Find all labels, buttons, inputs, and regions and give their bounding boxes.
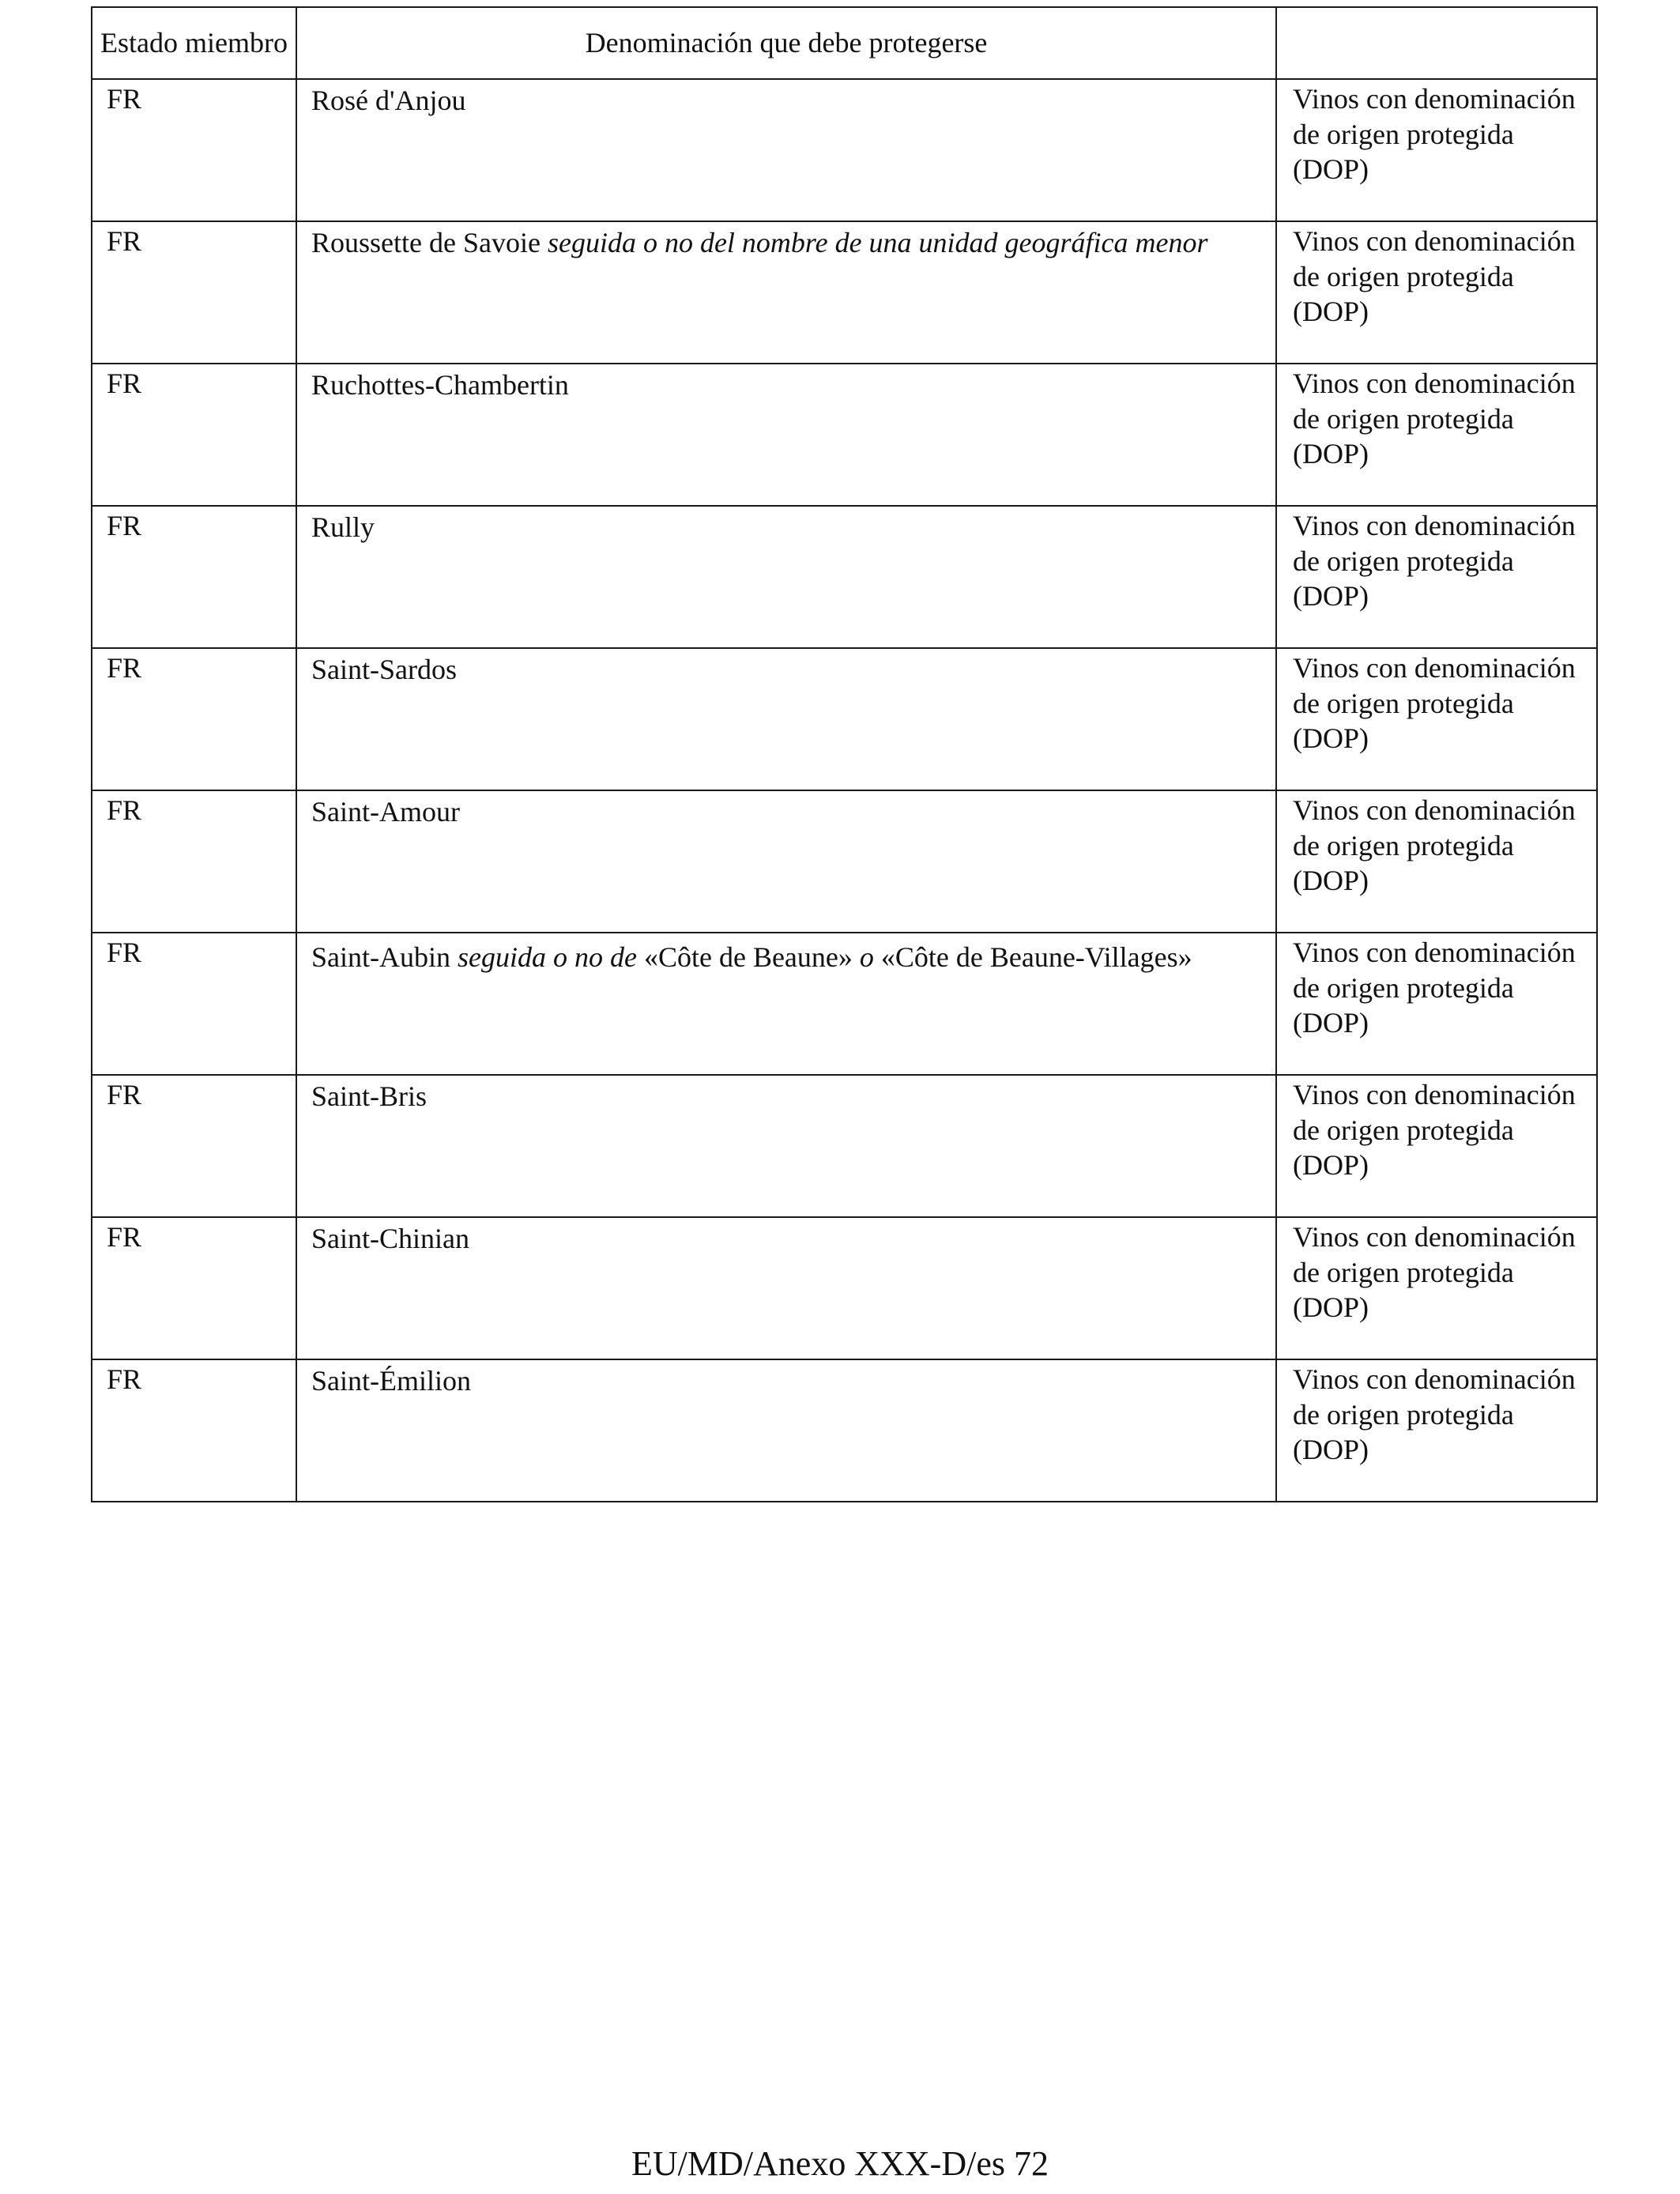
header-category xyxy=(1276,7,1597,79)
denomination-cell xyxy=(296,1359,1276,1502)
category-cell: Vinos con denominación de origen protegida (DOP) xyxy=(1276,790,1597,933)
header-member-state: Estado miembro xyxy=(92,7,296,79)
member-state-cell: FR xyxy=(92,648,296,790)
member-state-cell: FR xyxy=(92,933,296,1075)
denomination-cell xyxy=(296,364,1276,506)
denomination-name: Saint-Sardos xyxy=(311,654,457,685)
denomination-name: Rully xyxy=(311,511,375,543)
denomination-cell xyxy=(296,1217,1276,1359)
denomination-name: Saint-Bris xyxy=(311,1080,428,1112)
category-cell: Vinos con denominación de origen protegida (DOP) xyxy=(1276,648,1597,790)
denomination-name: Rosé d'Anjou xyxy=(311,85,466,116)
table-row xyxy=(92,1217,1597,1359)
denomination-cell xyxy=(296,648,1276,790)
denomination-qualifier: seguida o no de xyxy=(458,941,637,973)
denomination-name: Ruchottes-Chambertin xyxy=(311,369,569,401)
denomination-option: «Côte de Beaune-Villages» xyxy=(880,941,1192,973)
category-cell: Vinos con denominación de origen protegida (DOP) xyxy=(1276,1359,1597,1502)
table-row xyxy=(92,506,1597,648)
denominations-table xyxy=(91,6,1598,1502)
table-header xyxy=(92,7,1597,79)
table-row xyxy=(92,1075,1597,1217)
member-state-cell: FR xyxy=(92,1217,296,1359)
denomination-option: «Côte de Beaune» xyxy=(643,941,853,973)
category-cell: Vinos con denominación de origen protegida (DOP) xyxy=(1276,933,1597,1075)
denomination-cell xyxy=(296,221,1276,364)
member-state-cell: FR xyxy=(92,1359,296,1502)
denomination-connector: o xyxy=(859,941,874,973)
header-denomination: Denominación que debe protegerse xyxy=(296,7,1276,79)
denomination-cell xyxy=(296,506,1276,648)
category-cell: Vinos con denominación de origen protegida (DOP) xyxy=(1276,364,1597,506)
table-row xyxy=(92,648,1597,790)
table-body xyxy=(92,79,1597,1502)
denomination-cell xyxy=(296,79,1276,221)
denomination-name: Saint-Aubin xyxy=(311,941,450,973)
denomination-name: Saint-Chinian xyxy=(311,1223,469,1254)
category-cell: Vinos con denominación de origen protegida (DOP) xyxy=(1276,221,1597,364)
denomination-qualifier: seguida o no del nombre de una unidad geográfica menor xyxy=(547,227,1208,258)
member-state-cell: FR xyxy=(92,506,296,648)
table-row xyxy=(92,221,1597,364)
denomination-name: Saint-Amour xyxy=(311,796,460,827)
table-row xyxy=(92,933,1597,1075)
member-state-cell: FR xyxy=(92,221,296,364)
denomination-cell xyxy=(296,933,1276,1075)
member-state-cell: FR xyxy=(92,790,296,933)
category-cell: Vinos con denominación de origen protegida (DOP) xyxy=(1276,79,1597,221)
member-state-cell: FR xyxy=(92,364,296,506)
denomination-name: Roussette de Savoie xyxy=(311,227,541,258)
table-row xyxy=(92,1359,1597,1502)
member-state-cell: FR xyxy=(92,79,296,221)
denomination-name: Saint-Émilion xyxy=(311,1365,471,1397)
category-cell: Vinos con denominación de origen protegida (DOP) xyxy=(1276,1217,1597,1359)
table-row xyxy=(92,364,1597,506)
table-row xyxy=(92,79,1597,221)
denomination-cell xyxy=(296,790,1276,933)
category-cell: Vinos con denominación de origen protegida (DOP) xyxy=(1276,506,1597,648)
member-state-cell: FR xyxy=(92,1075,296,1217)
page-footer-reference: EU/MD/Anexo XXX-D/es 72 xyxy=(631,2144,1049,2183)
category-cell: Vinos con denominación de origen protegida (DOP) xyxy=(1276,1075,1597,1217)
table-row xyxy=(92,790,1597,933)
denomination-cell xyxy=(296,1075,1276,1217)
header-row xyxy=(92,7,1597,79)
